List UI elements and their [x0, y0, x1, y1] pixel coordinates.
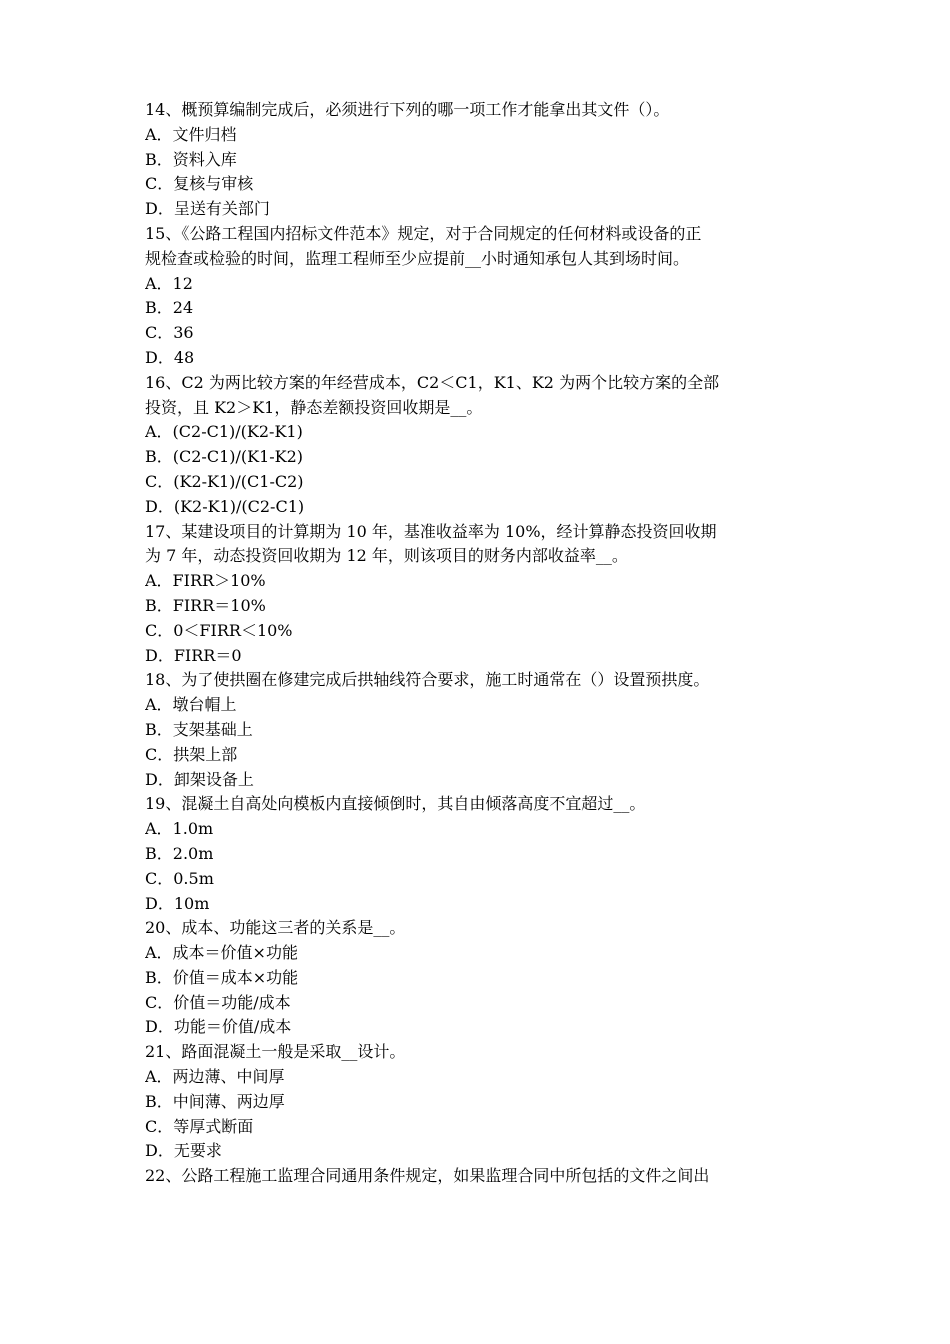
option-b: B．价值＝成本×功能	[145, 967, 299, 987]
option-d: D．(K2-K1)/(C2-C1)	[145, 496, 305, 516]
option-c: C．拱架上部	[145, 744, 238, 764]
option-d: D．无要求	[145, 1141, 222, 1161]
option-d: D．卸架设备上	[145, 769, 254, 789]
question-stem: 20、成本、功能这三者的关系是__。	[145, 918, 406, 938]
option-b: B．2.0m	[145, 843, 214, 863]
option-c: C．0＜FIRR＜10%	[145, 620, 293, 640]
question-stem: 16、C2 为两比较方案的年经营成本，C2＜C1，K1、K2 为两个比较方案的全部	[145, 372, 720, 392]
option-d: D．10m	[145, 893, 210, 913]
option-c: C．(K2-K1)/(C1-C2)	[145, 471, 304, 491]
option-c: C．价值＝功能/成本	[145, 992, 291, 1012]
option-a: A．两边薄、中间厚	[145, 1067, 285, 1087]
option-c: C．36	[145, 323, 194, 343]
option-c: C．等厚式断面	[145, 1116, 254, 1136]
option-b: B．资料入库	[145, 149, 237, 169]
option-a: A．1.0m	[145, 819, 214, 839]
option-a: A．(C2-C1)/(K2-K1)	[145, 422, 303, 442]
option-d: D．FIRR＝0	[145, 645, 242, 665]
option-a: A．文件归档	[145, 124, 237, 144]
option-a: A．墩台帽上	[145, 695, 237, 715]
question-stem: 22、公路工程施工监理合同通用条件规定，如果监理合同中所包括的文件之间出	[145, 1166, 710, 1186]
question-stem: 18、为了使拱圈在修建完成后拱轴线符合要求，施工时通常在（）设置预拱度。	[145, 670, 710, 690]
option-a: A．FIRR＞10%	[145, 571, 266, 591]
question-stem-continued: 投资，且 K2＞K1，静态差额投资回收期是__。	[145, 397, 483, 417]
option-b: B．中间薄、两边厚	[145, 1091, 285, 1111]
option-c: C．复核与审核	[145, 174, 254, 194]
option-c: C．0.5m	[145, 868, 214, 888]
option-d: D．呈送有关部门	[145, 199, 270, 219]
option-d: D．功能＝价值/成本	[145, 1017, 292, 1037]
option-b: B．支架基础上	[145, 719, 253, 739]
question-21	[145, 1040, 815, 1164]
question-stem: 19、混凝土自高处向模板内直接倾倒时，其自由倾落高度不宜超过__。	[145, 794, 646, 814]
question-stem: 21、路面混凝土一般是采取__设计。	[145, 1042, 406, 1062]
question-16	[145, 371, 815, 520]
question-stem: 17、某建设项目的计算期为 10 年，基准收益率为 10%，经计算静态投资回收期	[145, 521, 717, 541]
question-stem-continued: 为 7 年，动态投资回收期为 12 年，则该项目的财务内部收益率__。	[145, 546, 628, 566]
question-22	[145, 1164, 815, 1189]
question-20	[145, 916, 815, 1040]
option-b: B．24	[145, 298, 194, 318]
question-stem: 15、《公路工程国内招标文件范本》规定，对于合同规定的任何材料或设备的正	[145, 223, 702, 243]
question-17	[145, 520, 815, 669]
question-14	[145, 98, 815, 222]
option-a: A．成本＝价值×功能	[145, 943, 298, 963]
option-b: B．FIRR＝10%	[145, 595, 266, 615]
question-stem: 14、概预算编制完成后，必须进行下列的哪一项工作才能拿出其文件（）。	[145, 100, 670, 119]
option-a: A．12	[145, 273, 193, 293]
document-page	[145, 98, 815, 1189]
question-19	[145, 792, 815, 916]
option-d: D．48	[145, 347, 195, 367]
question-15	[145, 222, 815, 371]
question-stem-continued: 规检查或检验的时间，监理工程师至少应提前__小时通知承包人其到场时间。	[145, 248, 690, 268]
question-18	[145, 668, 815, 792]
option-b: B．(C2-C1)/(K1-K2)	[145, 447, 304, 467]
